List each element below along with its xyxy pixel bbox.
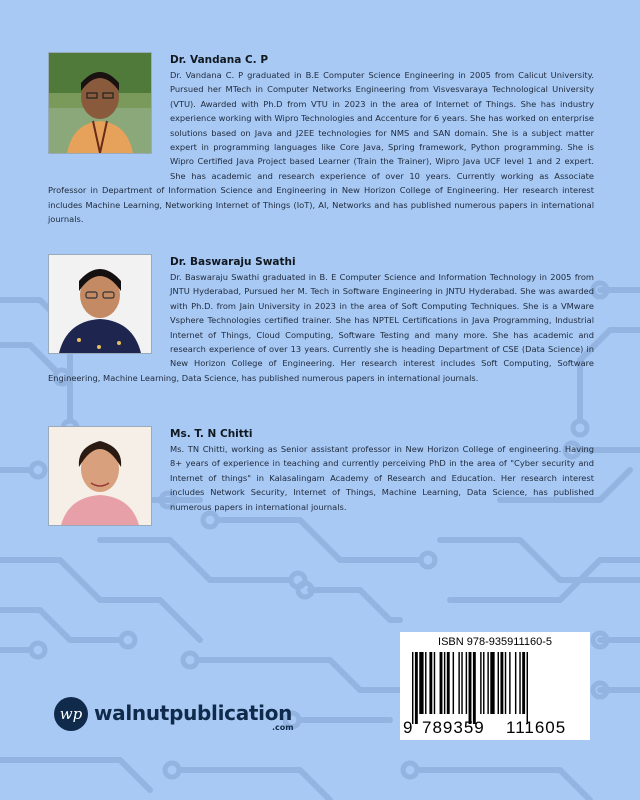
- author-name: Dr. Baswaraju Swathi: [170, 256, 296, 268]
- barcode-bar: [466, 652, 467, 714]
- barcode-bar: [453, 652, 454, 714]
- author-name: Dr. Vandana C. P: [170, 54, 269, 66]
- barcode-bar: [425, 652, 426, 714]
- barcode-bar: [444, 652, 445, 714]
- barcode-bar: [412, 652, 413, 724]
- barcode-bar: [461, 652, 462, 714]
- barcode-bar: [487, 652, 488, 714]
- barcode-bar: [469, 652, 472, 724]
- barcode-bar: [483, 652, 484, 714]
- barcode-bar: [429, 652, 432, 714]
- barcode-bar: [419, 652, 423, 714]
- barcode-bar: [458, 652, 459, 714]
- barcode-bar: [490, 652, 494, 714]
- author-bio: Dr. Baswaraju Swathi graduated in B. E Computer Science and Information Technology in 2005 from JNTU Hyderabad, Pursued her M. Tech in Software Engineering in JNTU Hyderabad. She was awarded with Ph.D. from Jain University in 2023 in the area of Soft Computing Techniques. She is a VMware Vsphere Technologies certified trainer. She has NPTEL Certifications in Java Programming, Industrial Internet of Things, Cloud Computing, Software Testing and many more. She has academic and research experience of over 13 years. Currently she is heading Department of CSE (Data Science) in New Horizon College of Engineering. Her research interest includes Soft Computing, Software Engineering, Machine Learning, Data Science, has published numerous papers in international journals.: [48, 272, 594, 383]
- barcode-bar: [434, 652, 435, 714]
- publisher-domain: .com: [272, 723, 294, 732]
- author-bio: Ms. TN Chitti, working as Senior assistant professor in New Horizon College of engineering. Having 8+ years of experience in teaching and currently perceiving PhD in the area of "Cyber security and Internet of things" in Kalasalingam Academy of Research and Education. Her research interest includes Network Security, Internet of Things, Machine Learning, Data Science, has published numerous papers in international journals.: [170, 444, 594, 512]
- walnut-logo-icon: wp: [54, 697, 88, 731]
- isbn-lead-digit: 9: [403, 718, 414, 737]
- barcode-bars: [412, 652, 580, 724]
- isbn-label: ISBN 978-935911160-5: [438, 636, 552, 648]
- author-name: Ms. T. N Chitti: [170, 428, 253, 440]
- barcode-bar: [515, 652, 516, 714]
- barcode-bar: [415, 652, 418, 724]
- publisher-name: walnutpublication: [94, 701, 293, 725]
- isbn-digits-left: 789359: [422, 718, 485, 737]
- barcode-bar: [498, 652, 499, 714]
- barcode-bar: [527, 652, 528, 724]
- barcode-bar: [447, 652, 450, 714]
- isbn-digits-right: 111605: [506, 718, 567, 737]
- isbn-barcode: [400, 632, 590, 740]
- barcode-bar: [522, 652, 525, 714]
- barcode-bar: [500, 652, 503, 714]
- barcode-bar: [440, 652, 443, 714]
- author-bio: Dr. Vandana C. P graduated in B.E Computer Science Engineering in 2005 from Calicut University. Pursued her MTech in Computer Networks Engineering from Visvesvaraya Technological University (VTU). Awarded with Ph.D from VTU in 2023 in the area of Internet of Things. She has industry experience working with Wipro Technologies and Accenture for 6 years. She has worked on enterprise solutions based on Java and J2EE technologies for NMS and SAN domain. She is a subject matter expert in programming languages like Core Java, Spring framework, Python programming. She is Wipro Certified Java Project based Learner (Train the Trainer), Wipro Java UCF level 1 and 2 expert. She has academic and research experience of over 10 years. Currently working as Associate Professor in Department of Information Science and Engineering in New Horizon College of Engineering. Her research interest includes Machine Learning, Networking Internet of Things (IoT), AI, Networks and has published numerous papers in international journals.: [48, 70, 594, 225]
- barcode-bar: [473, 652, 476, 724]
- barcode-bar: [505, 652, 506, 714]
- barcode-bar: [519, 652, 520, 714]
- barcode-bar: [509, 652, 510, 714]
- barcode-bar: [480, 652, 481, 714]
